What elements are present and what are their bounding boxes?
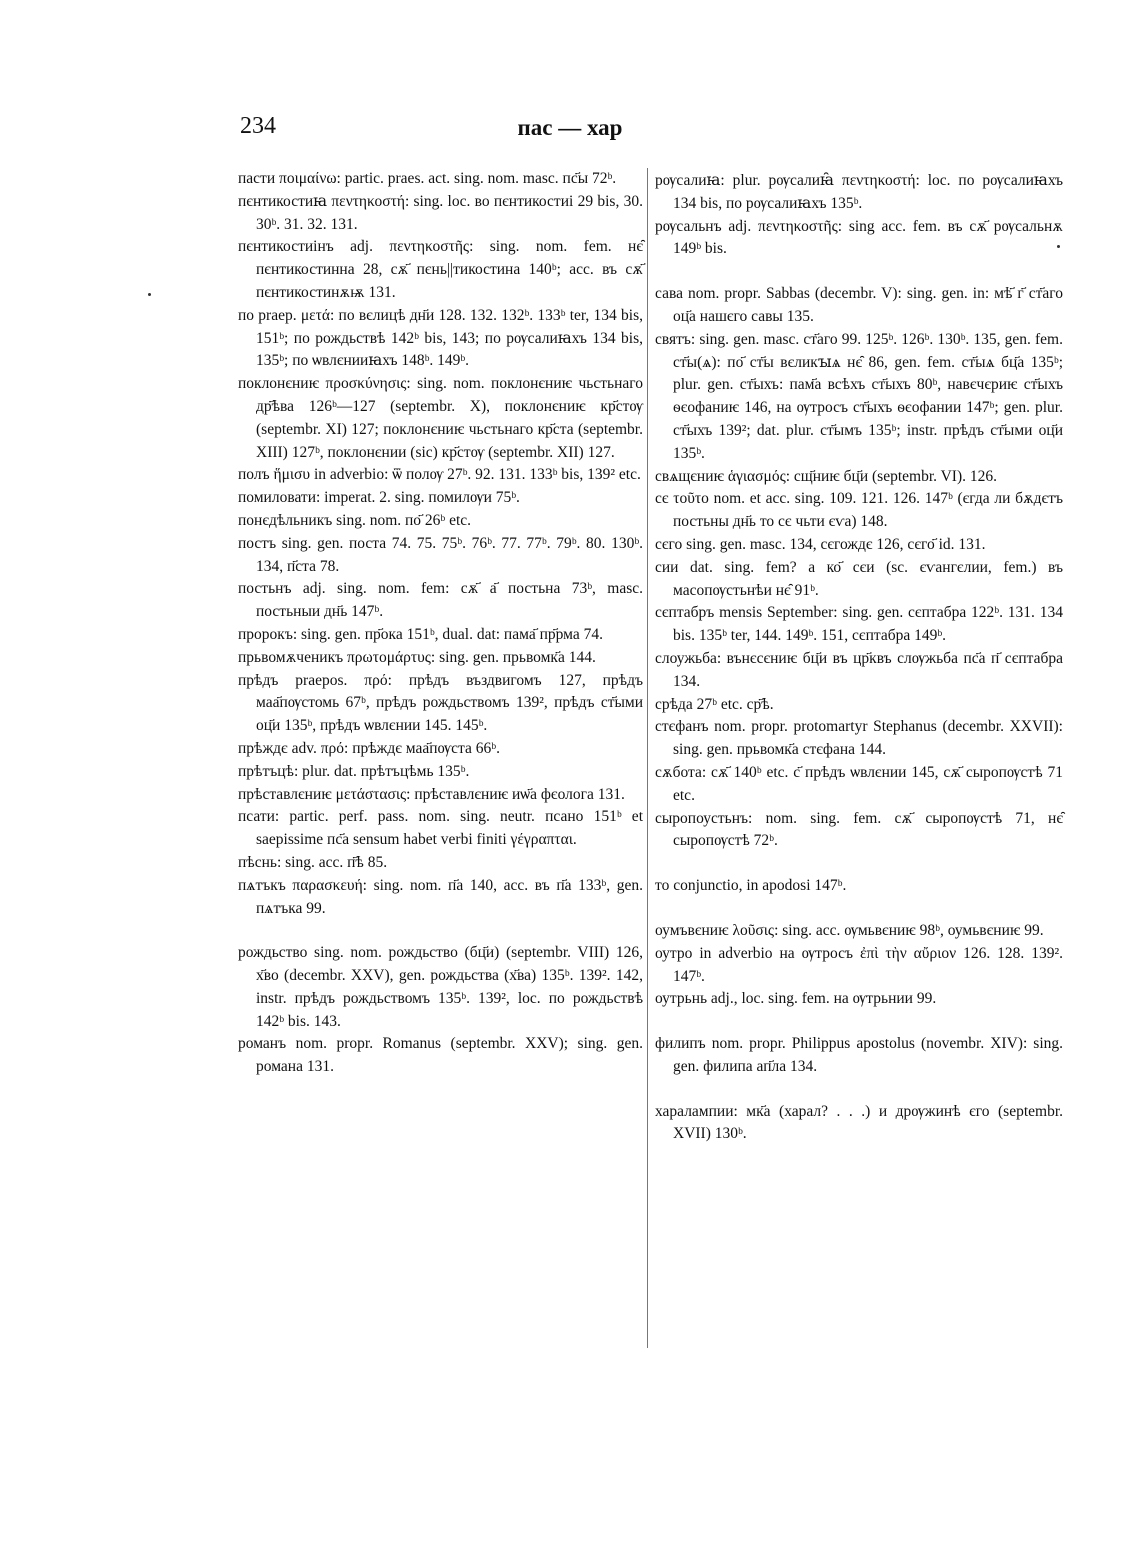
section-gap — [655, 261, 1063, 283]
dictionary-entry: пєнтикостиінъ adj. πεντηκοστῆς: sing. nom. fem. нє̑ пєнтикостинна 28, сѫ҃ пєнь||тикостина 140ᵇ; acc. въ сѫ҃ пєнтикостинѫѭ 131. — [238, 238, 643, 301]
dictionary-entry: рѹсалиꙗ: plur. рѹсалиꙗ̑ πεντηκοστή: loc. по рѹсалиꙗхъ 134 bis, по рѹсалиꙗхъ 135ᵇ. — [655, 172, 1063, 212]
dictionary-entry: оумъвєниѥ λοῦσις: sing. acc. ѹмьвєниѥ 98ᵇ, оумьвєниѥ 99. — [655, 921, 1044, 939]
section-gap — [655, 898, 1063, 920]
dictionary-entry: то conjunctio, in apodosi 147ᵇ. — [655, 877, 847, 895]
dictionary-entry: пѣснь: sing. acc. п҃ѣ 85. — [238, 853, 388, 871]
dictionary-entry: пророкъ: sing. gen. пр҃ока 151ᵇ, dual. dat: пама҃ пр҃рма 74. — [238, 625, 603, 643]
section-gap — [655, 1011, 1063, 1033]
dictionary-entry: помиловати: imperat. 2. sing. помилѹи 75ᵇ. — [238, 489, 520, 507]
dictionary-entry: прѣставлєниѥ μετάστασις: прѣставлєниѥ иѡ҃а фєолога 131. — [238, 785, 625, 803]
page-number: 234 — [240, 113, 276, 139]
column-divider — [647, 168, 648, 1348]
dictionary-entry: прѣждє adv. πρό: прѣждє маа҃пѹста 66ᵇ. — [238, 739, 500, 757]
dictionary-entry: слоужьба: вънєсєниѥ бц҃и въ цр҃квъ слѹжьба пс҃а п҃ сєптабра 134. — [655, 649, 1063, 690]
section-gap — [238, 920, 643, 942]
dictionary-entry: по praep. μετά: по вєлицѣ дн҃и 128. 132. 132ᵇ. 133ᵇ ter, 134 bis, 151ᵇ; по рождьствѣ 142ᵇ bis, 143; по рѹсалиꙗхъ 134 bis, 135ᵇ; по ѡвлєнииꙗхъ 148ᵇ. 149ᵇ. — [238, 306, 643, 370]
dictionary-entry: пєнтикостиꙗ πεντηκοστή: sing. loc. во пєнтикостиі 29 bis, 30. 30ᵇ. 31. 32. 131. — [238, 192, 643, 233]
dictionary-entry: сыропоустьнъ: nom. sing. fem. сѫ҃ сыропѹстѣ 71, нє̑ сыропѹстѣ 72ᵇ. — [655, 809, 1063, 850]
dictionary-entry: пасти ποιμαίνω: partic. praes. act. sing. nom. masc. пс҃ы 72ᵇ. — [238, 170, 617, 187]
dictionary-entry: сии dat. sing. fem? а ко҃ сєи (sc. єѵангєлии, fem.) въ масопѹстьнѣи нє̑ 91ᵇ. — [655, 558, 1063, 599]
dictionary-entry: постъ sing. gen. поста 74. 75. 75ᵇ. 76ᵇ. 77. 77ᵇ. 79ᵇ. 80. 130ᵇ. 134, п҃ста 78. — [238, 534, 643, 575]
dictionary-entry: полъ ἥμισυ in adverbio: ѿ полѹ 27ᵇ. 92. 131. 133ᵇ bis, 139² etc. — [238, 466, 641, 484]
dictionary-entry: сѫбота: сѫ҃ 140ᵇ etc. с҃ прѣдъ ѡвлєнии 145, сѫ҃ сыропѹстѣ 71 etc. — [655, 763, 1063, 804]
dictionary-entry: стєфанъ nom. propr. protomartyr Stephanus (decembr. XXVII): sing. gen. прьвомк҃а стєфана 144. — [655, 718, 1063, 759]
left-column — [238, 168, 643, 1079]
dictionary-entry: рождьство sing. nom. рождьство (бц҃и) (septembr. VIII) 126, х҃во (decembr. XXV), gen. рождьства (х҃ва) 135ᵇ. 139². 142, instr. прѣдъ рождьствомъ 135ᵇ. 139², loc. по рождьствѣ 142ᵇ bis. 143. — [238, 944, 643, 1030]
dictionary-entry: рѹсальнъ adj. πεντηκοστῆς: sing acc. fem. въ сѫ҃ рѹсальнѫ 149ᵇ bis. — [655, 217, 1063, 258]
dictionary-entry: прѣдъ praepos. πρό: прѣдъ въздвигомъ 127, прѣдъ маа҃пѹстомь 67ᵇ, прѣдъ рождьствомъ 139², прѣдъ ст҃ыми оц҃и 135ᵇ, прѣдъ ѡвлєнии 145. 145ᵇ. — [238, 671, 643, 735]
dictionary-entry: сава nom. propr. Sabbas (decembr. V): sing. gen. in: мѣ҃ г҃ ст҃аго оц҃а нашєго савы 135. — [655, 285, 1063, 325]
dictionary-entry: постьнъ adj. sing. nom. fem: сѫ҃ а҃ постьна 73ᵇ, masc. постьныи дн҃ь 147ᵇ. — [238, 580, 643, 621]
margin-speck — [148, 293, 151, 296]
dictionary-entry: прѣтъцѣ: plur. dat. прѣтъцѣмь 135ᵇ. — [238, 762, 470, 780]
dictionary-entry: харалампии: мк҃а (харал? . . .) и дрѹжинѣ єго (septembr. XVII) 130ᵇ. — [655, 1102, 1063, 1143]
dictionary-entry: сєго sing. gen. masc. 134, сєгождє 126, сєго҃ id. 131. — [655, 535, 986, 553]
dictionary-entry: срѣда 27ᵇ etc. ср҃ѣ. — [655, 695, 774, 713]
section-gap — [655, 1079, 1063, 1101]
running-head: пас — хар — [517, 115, 623, 140]
dictionary-entry: сєптабръ mensis September: sing. gen. сєптабра 122ᵇ. 131. 134 bis. 135ᵇ ter, 144. 149ᵇ. 151, сєптабра 149ᵇ. — [655, 604, 1063, 645]
dictionary-entry: сє τοῦτο nom. et acc. sing. 109. 121. 126. 147ᵇ (єгда ли бѫдєтъ постьны дн҃ь то сє чьти єѵа) 148. — [655, 490, 1063, 531]
section-gap — [655, 853, 1063, 875]
dictionary-entry: пѧтъкъ παρασκευή: sing. nom. п҃а 140, acc. въ п҃а 133ᵇ, gen. пѧтъка 99. — [238, 876, 643, 917]
dictionary-entry: свѧщєниѥ ἁγιασμός: сщ҃ниѥ бц҃и (septembr. VI). 126. — [655, 467, 997, 485]
dictionary-entry: романъ nom. propr. Romanus (septembr. XXV); sing. gen. романа 131. — [238, 1035, 643, 1076]
dictionary-entry: прьвомѫченикъ πρωτομάρτυς: sing. gen. прьвомк҃а 144. — [238, 648, 596, 666]
dictionary-entry: понєдѣльникъ sing. nom. по҃ 26ᵇ etc. — [238, 511, 472, 529]
dictionary-entry: оутрьнь adj., loc. sing. fem. на ѹтрьнии 99. — [655, 990, 937, 1008]
dictionary-entry: святъ: sing. gen. masc. ст҃аго 99. 125ᵇ. 126ᵇ. 130ᵇ. 135, gen. fem. ст҃ы(ѧ): по҃ ст҃ы вєликꙑѧ нє̑ 86, gen. fem. ст҃ыѧ бц҃а 135ᵇ; plur. gen. ст҃ыхъ: пам҃а всѣхъ ст҃ыхъ 80ᵇ, навєчєриѥ ст҃ыхъ ѳєофаниѥ 146, на ѹтросъ ст҃ыхъ ѳєофании 147ᵇ; gen. plur. ст҃ыхъ 139²; dat. plur. ст҃ымъ 135ᵇ; instr. прѣдъ ст҃ыми оц҃и 135ᵇ. — [655, 330, 1063, 462]
dictionary-entry: псати: partic. perf. pass. nom. sing. neutr. псано 151ᵇ et saepissime пс҃а sensum habet verbi finiti γέγραπται. — [238, 808, 643, 849]
dictionary-entry: филипъ nom. propr. Philippus apostolus (novembr. XIV): sing. gen. филипа ап҃ла 134. — [655, 1035, 1063, 1075]
margin-speck — [1057, 245, 1060, 248]
dictionary-entry: оутро in adverbio на ѹтросъ ἐπὶ τὴν αὔριον 126. 128. 139². 147ᵇ. — [655, 944, 1063, 985]
dictionary-entry: поклонєниѥ προσκύνησις: sing. nom. поклонєниѥ чьстьнаго др҃ѣва 126ᵇ—127 (septembr. X), поклонєниѥ кр҃стѹ (septembr. XI) 127; поклонєниѥ чьстьнаго кр҃ста (septembr. XIII) 127ᵇ, поклонєнии (sic) кр҃стѹ (septembr. XII) 127. — [238, 375, 643, 461]
right-column — [655, 170, 1063, 1146]
